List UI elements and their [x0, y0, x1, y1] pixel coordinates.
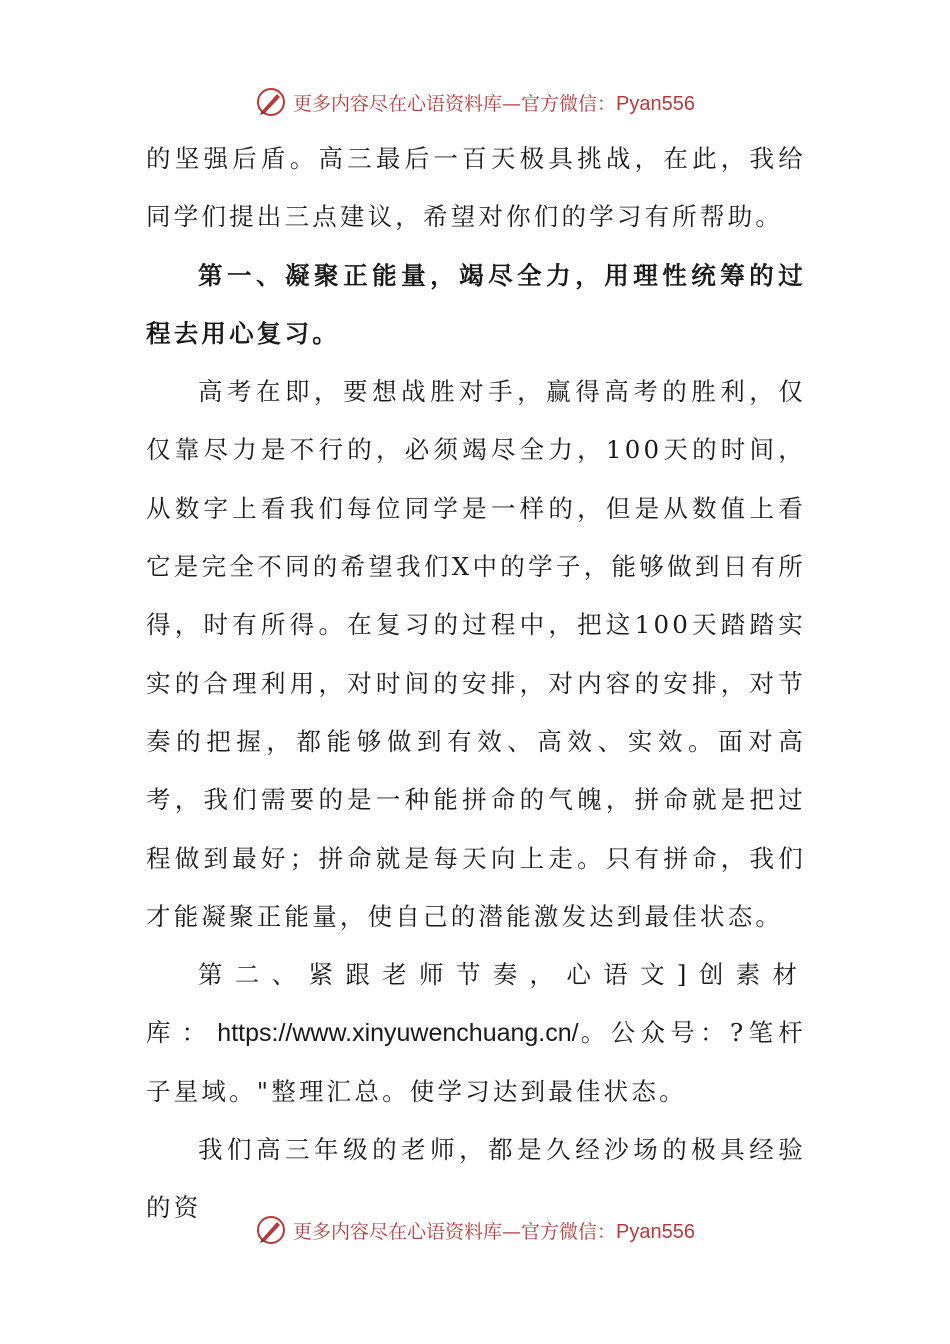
resource-url-link[interactable]: https://www.xinyuwenchuang.cn/	[217, 1019, 579, 1048]
header-banner	[0, 82, 950, 122]
header-banner-text: 更多内容尽在心语资料库—官方微信：Pyan556	[293, 92, 695, 115]
footer-banner-text: 更多内容尽在心语资料库—官方微信：Pyan556	[293, 1220, 695, 1243]
paragraph-3: 高考在即，要想战胜对手，赢得高考的胜利，仅仅靠尽力是不行的，必须竭尽全力，100天的时间，从数字上看我们每位同学是一样的，但是从数值上看它是完全不同的希望我们X中的学子，能够做到日有所得，时有所得。在复习的过程中，把这100天踏踏实实的合理利用，对时间的安排，对内容的安排，对节奏的把握，都能够做到有效、高效、实效。面对高考，我们需要的是一种能拼命的气魄，拼命就是把过程做到最好；拼命就是每天向上走。只有拼命，我们才能凝聚正能量，使自己的潜能激发达到最佳状态。	[146, 377, 806, 931]
paragraph-5: 我们高三年级的老师，都是久经沙场的极具经验的资	[146, 1135, 806, 1223]
paragraph-4	[146, 946, 806, 1121]
section-heading-1: 第一、凝聚正能量，竭尽全力，用理性统筹的过程去用心复习。	[146, 260, 806, 348]
paragraph-1: 的坚强后盾。高三最后一百天极具挑战，在此，我给同学们提出三点建议，希望对你们的学习有所帮助。	[146, 144, 806, 232]
section-heading-2: 第二、紧跟老师节奏，心语文]创素材库：	[146, 960, 806, 1048]
header-wechat-id: Pyan556	[616, 92, 695, 115]
footer-wechat-id: Pyan556	[616, 1220, 695, 1243]
pen-logo-icon	[255, 1214, 287, 1246]
document-body	[146, 130, 806, 1238]
paragraph-4-tail: 。公众号：?笔杆子星域。"整理汇总。使学习达到最佳状态。	[146, 1018, 806, 1106]
footer-banner	[0, 1210, 950, 1250]
pen-logo-icon	[255, 86, 287, 118]
